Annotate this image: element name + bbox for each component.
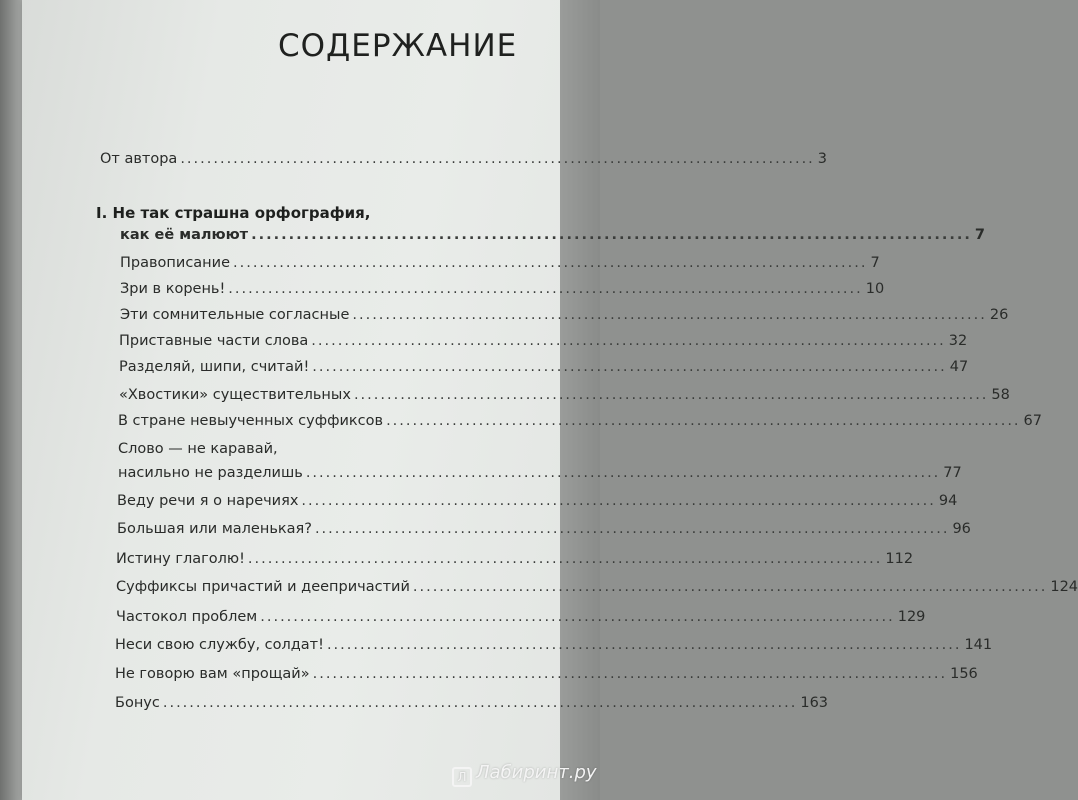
toc-entry [115,636,993,654]
toc-entry [117,492,958,510]
toc-entry-title: Разделяй, шипи, считай! [119,359,310,375]
toc-entry [118,464,962,482]
toc-entry [120,280,885,298]
toc-entry-title: Частокол проблем [116,609,258,625]
chapter-heading-line2 [120,226,985,244]
leader-dots: ................................................................................................ [228,281,863,297]
toc-entry-page: 163 [800,695,829,711]
labirint-logo-icon: Л [452,767,472,787]
toc-entry-title: От автора [100,151,178,167]
toc-entry-title: Большая или маленькая? [117,521,312,537]
toc-entry-page: 7 [870,255,880,271]
toc-entry-page: 32 [948,333,968,349]
toc-entry-page: 94 [938,493,958,509]
toc-entry [117,520,971,538]
toc-entry-title: Истину глаголю! [116,551,245,567]
leader-dots: ................................................................................................ [247,551,883,567]
toc-entry-title: Бонус [115,695,160,711]
toc-entry-title: В стране невыученных суффиксов [118,413,384,429]
toc-entry-title: Не говорю вам «прощай» [115,666,310,682]
toc-entry-page: 112 [885,551,914,567]
leader-dots: ................................................................................................ [233,255,868,271]
labirint-watermark [452,762,597,787]
toc-entry [118,412,1042,430]
toc-entry-title: Приставные части слова [119,333,309,349]
leader-dots: ................................................................................................ [180,151,815,167]
leader-dots: ................................................................................................ [353,387,989,403]
toc-entry [116,550,914,568]
toc-entry-page: 141 [964,637,993,653]
toc-entry [120,254,880,272]
watermark-text: Лабиринт.ру [476,762,597,783]
toc-entry [115,665,978,683]
toc-entry-page: 77 [943,465,962,481]
toc-entry-page: 129 [897,609,926,625]
toc-entry [119,332,968,350]
leader-dots: ................................................................................................ [260,609,895,625]
leader-dots: ................................................................................................ [352,307,987,323]
chapter-heading [96,202,370,224]
leader-dots: ................................................................................................ [312,666,948,682]
toc-entry-title: Эти сомнительные согласные [120,307,350,323]
toc-entry-page: 47 [949,359,969,375]
leader-dots: ................................................................................................ [301,493,936,509]
toc-entry [116,578,1078,596]
leader-dots: ................................................................................................ [386,413,1021,429]
leader-dots: ................................................................................................ [311,333,946,349]
page-title: СОДЕРЖАНИЕ [278,28,518,64]
toc-entry [116,608,926,626]
leader-dots: ................................................................................................ [312,359,947,375]
toc-entry-page: 10 [865,281,885,297]
toc-entry-title: Неси свою службу, солдат! [115,637,324,653]
toc-entry-title: Суффиксы причастий и деепричастий [116,579,410,595]
toc-entry [115,694,829,712]
chapter-title-line2: как её малюют [120,227,249,243]
toc-entry-title: «Хвостики» существительных [119,387,351,403]
toc-entry [120,306,1009,324]
leader-dots: ................................................................................................ [412,579,1048,595]
leader-dots: ................................................................................................ [251,227,972,243]
leader-dots: ................................................................................................ [162,695,798,711]
toc-entry-page: 3 [817,151,828,167]
chapter-title-line1: Не так страшна орфография, [112,204,371,222]
toc-entry-page: 67 [1023,413,1042,429]
toc-entry [119,358,969,376]
leader-dots: ................................................................................................ [326,637,962,653]
toc-entry-intro [100,150,828,168]
leader-dots: ................................................................................................ [314,521,950,537]
toc-entry-title: Веду речи я о наречиях [117,493,299,509]
toc-entry-page: 156 [950,666,978,682]
toc-entry-title-line2: насильно не разделишь [118,465,303,481]
chapter-page: 7 [974,227,985,243]
toc-entry-page: 124 [1050,579,1078,595]
toc-entry-title: Зри в корень! [120,281,226,297]
toc-entry-page: 96 [952,521,971,537]
leader-dots: ................................................................................................ [305,465,941,481]
toc-entry-page: 58 [991,387,1010,403]
toc-entry-title-line1: Слово — не каравай, [118,441,278,457]
chapter-number: I. [96,204,108,222]
toc-entry-title: Правописание [120,255,230,271]
toc-entry [119,386,1010,404]
toc-entry-page: 26 [989,307,1009,323]
